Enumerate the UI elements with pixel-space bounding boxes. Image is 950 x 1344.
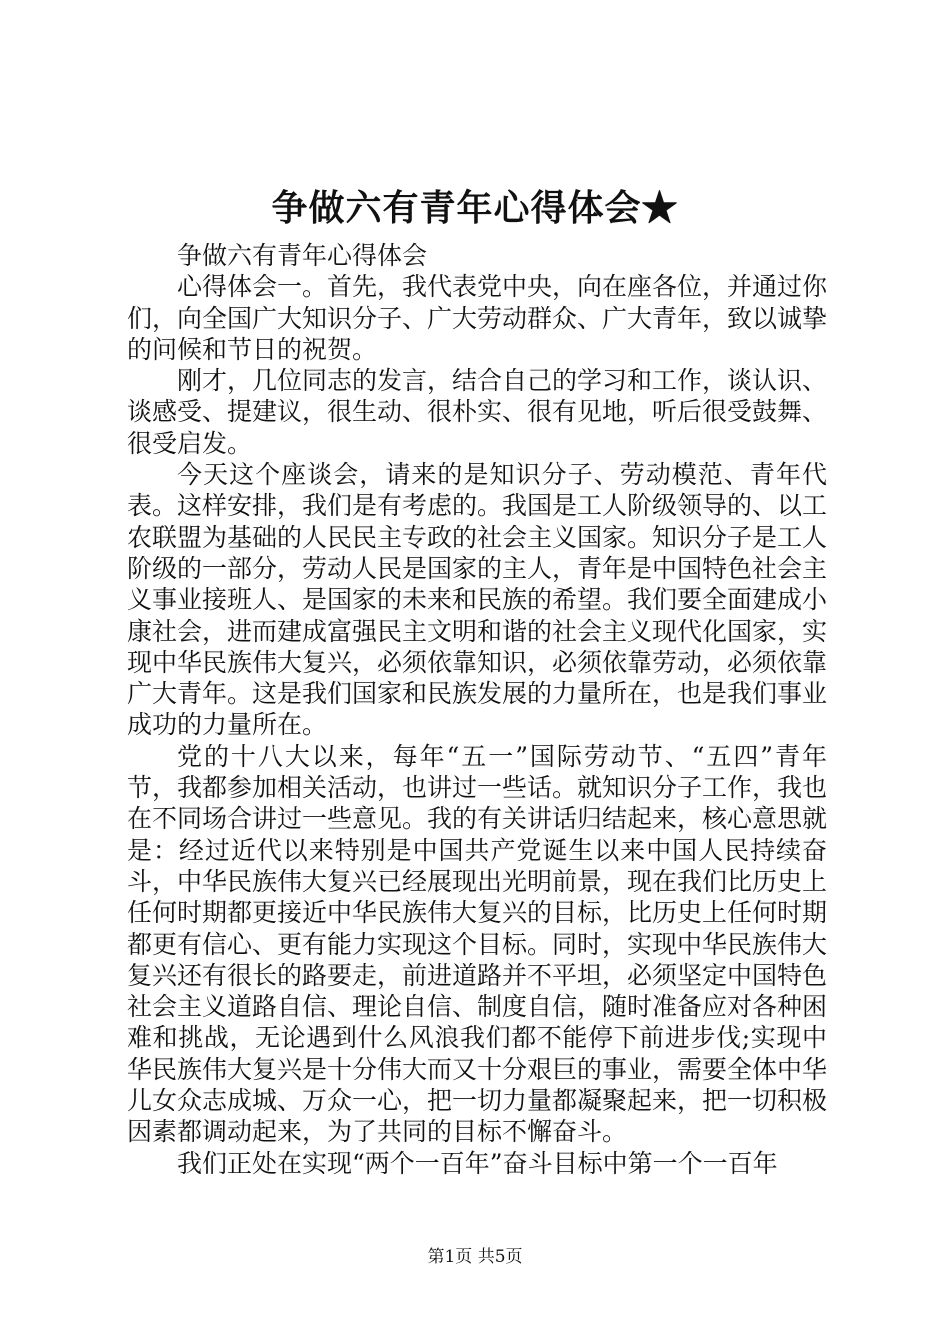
paragraph-1: 心得体会一。首先，我代表党中央，向在座各位，并通过你们，向全国广大知识分子、广大劳动群众、广大青年，致以诚挚的问候和节日的祝贺。: [127, 272, 828, 364]
document-body: [127, 240, 827, 1179]
paragraph-4: 党的十八大以来，每年“五一”国际劳动节、“五四”青年节，我都参加相关活动，也讲过一些话。就知识分子工作，我也在不同场合讲过一些意见。我的有关讲话归结起来，核心意思就是：经过近代以来特别是中国共产党诞生以来中国人民持续奋斗，中华民族伟大复兴已经展现出光明前景，现在我们比历史上任何时期都更接近中华民族伟大复兴的目标，比历史上任何时期都更有信心、更有能力实现这个目标。同时，实现中华民族伟大复兴还有很长的路要走，前进道路并不平坦，必须坚定中国特色社会主义道路自信、理论自信、制度自信，随时准备应对各种困难和挑战，无论遇到什么风浪我们都不能停下前进步伐;实现中华民族伟大复兴是十分伟大而又十分艰巨的事业，需要全体中华儿女众志成城、万众一心，把一切力量都凝聚起来，把一切积极因素都调动起来，为了共同的目标不懈奋斗。: [127, 741, 828, 1147]
paragraph-5: 我们正处在实现“两个一百年”奋斗目标中第一个一百年: [177, 1148, 778, 1178]
paragraph-2: 刚才，几位同志的发言，结合自己的学习和工作，谈认识、谈感受、提建议，很生动、很朴实、很有见地，听后很受鼓舞、很受启发。: [127, 366, 828, 458]
paragraph-3: 今天这个座谈会，请来的是知识分子、劳动模范、青年代表。这样安排，我们是有考虑的。我国是工人阶级领导的、以工农联盟为基础的人民民主专政的社会主义国家。知识分子是工人阶级的一部分，劳动人民是国家的主人，青年是中国特色社会主义事业接班人、是国家的未来和民族的希望。我们要全面建成小康社会，进而建成富强民主文明和谐的社会主义现代化国家，实现中华民族伟大复兴，必须依靠知识，必须依靠劳动，必须依靠广大青年。这是我们国家和民族发展的力量所在，也是我们事业成功的力量所在。: [127, 460, 828, 740]
paragraph-subtitle: 争做六有青年心得体会: [177, 241, 428, 270]
page-number-footer: 第1页 共5页: [427, 1247, 523, 1267]
document-title: 争做六有青年心得体会★: [271, 187, 679, 229]
